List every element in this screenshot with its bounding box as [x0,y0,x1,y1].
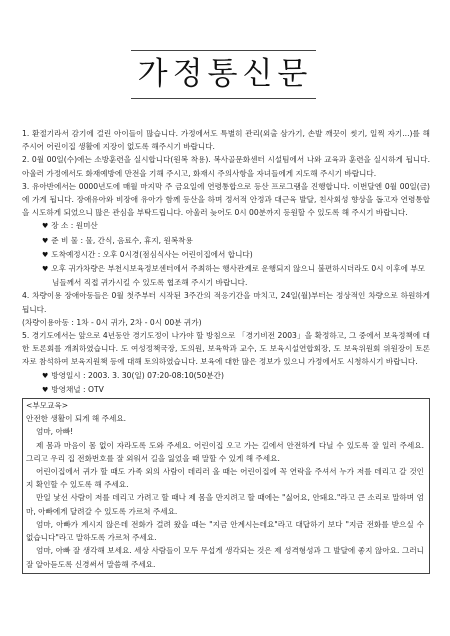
box-line: 엄마, 아빠! [36,427,74,437]
parent-education-box [22,398,430,574]
box-line: 엄마, 아빠가 계시지 않은데 전화가 걸려 왔을 때는 "지금 안계시는데요"라고 대답하기 보다 "지금 전화를 받으실 수 없습니다"라고 말하도록 가르쳐 주세요. [26,519,424,543]
heart-icon: ♥ [42,371,49,380]
heart-icon: ♥ [42,385,49,394]
title-top-rule [131,50,316,51]
bullet-supplies: ♥ 준 비 물 : 물, 간식, 음료수, 휴지, 원복착용 [42,235,193,245]
box-heading: <부모교육> [26,401,69,411]
box-line: 제 몸과 마음이 몸 없이 자라도록 도와 주세요. 어린이집 오고 가는 길에서 안전하게 다닐 수 있도록 잘 일러 주세요. 그리고 우리 집 전화번호를 잘 외워서 길을 잃었을 때 말할 수 있게 해 주세요. [26,440,424,463]
box-line: 엄마, 아빠 잘 생각해 보세요. 세상 사람들이 모두 무섭게 생각되는 것은 제 성격형성과 그 발달에 좋지 않아요. 그러니 잘 알아듣도록 신경써서 말씀해 주세요. [26,546,424,569]
box-lead: 안전한 생활이 되게 해 주세요. [26,414,127,424]
bullet-arrival-time: ♥ 도착예정시간 : 오후 0시경(점심식사는 어린이집에서 합니다) [42,249,253,259]
notice-item-1: 1. 환절기라서 감기에 걸린 아이들이 많습니다. 가정에서도 특별히 관리(외출 삼가기, 손발 깨끗이 씻기, 일찍 자기...)를 해주시어 어린이집 생활에 지장이 없도록 해주시기 바랍니다. [22,129,430,152]
box-line: 어린이집에서 귀가 할 때도 가족 외의 사람이 데리러 올 때는 어린이집에 꼭 연락을 주셔서 누가 저를 데리고 갈 것인지 확인할 수 있도록 해 주세요. [26,467,424,490]
title-bottom-rule [131,98,316,99]
box-line: 만일 낯선 사람이 저를 데리고 가려고 할 때나 제 몸을 만지려고 할 때에는 "싫어요, 안돼요."라고 큰 소리로 말하며 엄마, 아빠에게 달려갈 수 있도록 가르쳐 주세요. [26,493,424,516]
notice-item-5: 5. 경기도에서는 앞으로 4년동안 경기도정이 나가야 할 방침으로 「경기비전 2003」을 확정하고, 그 중에서 보육정책에 대한 토론회를 개최하였습니다. 도 여성정책국장, 도의원, 보육학과 교수, 도 보육시설연합회장, 도 보육위원회 위원장이 토론자로 참석하여 보육지원책 등에 대해 토의하였습니다. 보육에 대한 많은 정보가 있으니 가정에서도 시청하시기 바랍니다. [22,331,430,367]
notice-item-3: 3. 유아반에서는 0000년도에 매월 마지막 주 금요일에 연령통합으로 등산 프로그램을 진행합니다. 이번달엔 0월 00일(금)에 가게 됩니다. 장애유아와 비장애 유아가 함께 등산을 하며 정서적 안정과 대근육 발달, 친사회성 향상을 돕고자 연령통합을 시도하게 되었으니 많은 관심을 부탁드립니다. 아울러 늦어도 0시 00분까지 등원할 수 있도록 해 주시기 바랍니다. [22,181,430,218]
bullet-pickup-notice: ♥ 오후 귀가차량은 부천시보육정보센터에서 주최하는 행사관계로 운행되지 않으니 불편하시더라도 0시 이후에 부모님들께서 직접 귀가시킬 수 있도록 협조해 주시기 바랍니다. [42,264,426,288]
bullet-place: ♥ 장 소 : 원미산 [42,221,98,231]
heart-icon: ♥ [42,265,49,274]
heart-icon: ♥ [42,236,49,245]
notice-item-2: 2. 0월 00일(수)에는 소방훈련을 실시합니다(원복 착용). 복사골문화센터 시설팀에서 나와 교육과 훈련을 실시하게 됩니다. 아울러 가정에서도 화재예방에 만전을 기해 주시고, 화재시 주의사항을 자녀들에게 지도해 주시기 바랍니다. [22,155,430,178]
heart-icon: ♥ [42,222,49,231]
vehicle-schedule: (차량이용아동 : 1차 - 0시 귀가, 2차 - 0시 00분 귀가) [22,317,202,327]
bullet-broadcast-date: ♥ 방영일시 : 2003. 3. 30(일) 07:20-08:10(50분간) [42,370,224,380]
notice-item-4: 4. 차량이용 장애아동들은 0월 첫주부터 시작된 3주간의 적응기간을 마치고, 24일(월)부터는 정상적인 차량으로 하원하게 됩니다. [22,291,430,314]
page-title: 가정통신문 [137,56,313,92]
bullet-broadcast-channel: ♥ 방영채널 : OTV [42,384,104,394]
heart-icon: ♥ [42,250,49,259]
notice-body [22,127,430,574]
